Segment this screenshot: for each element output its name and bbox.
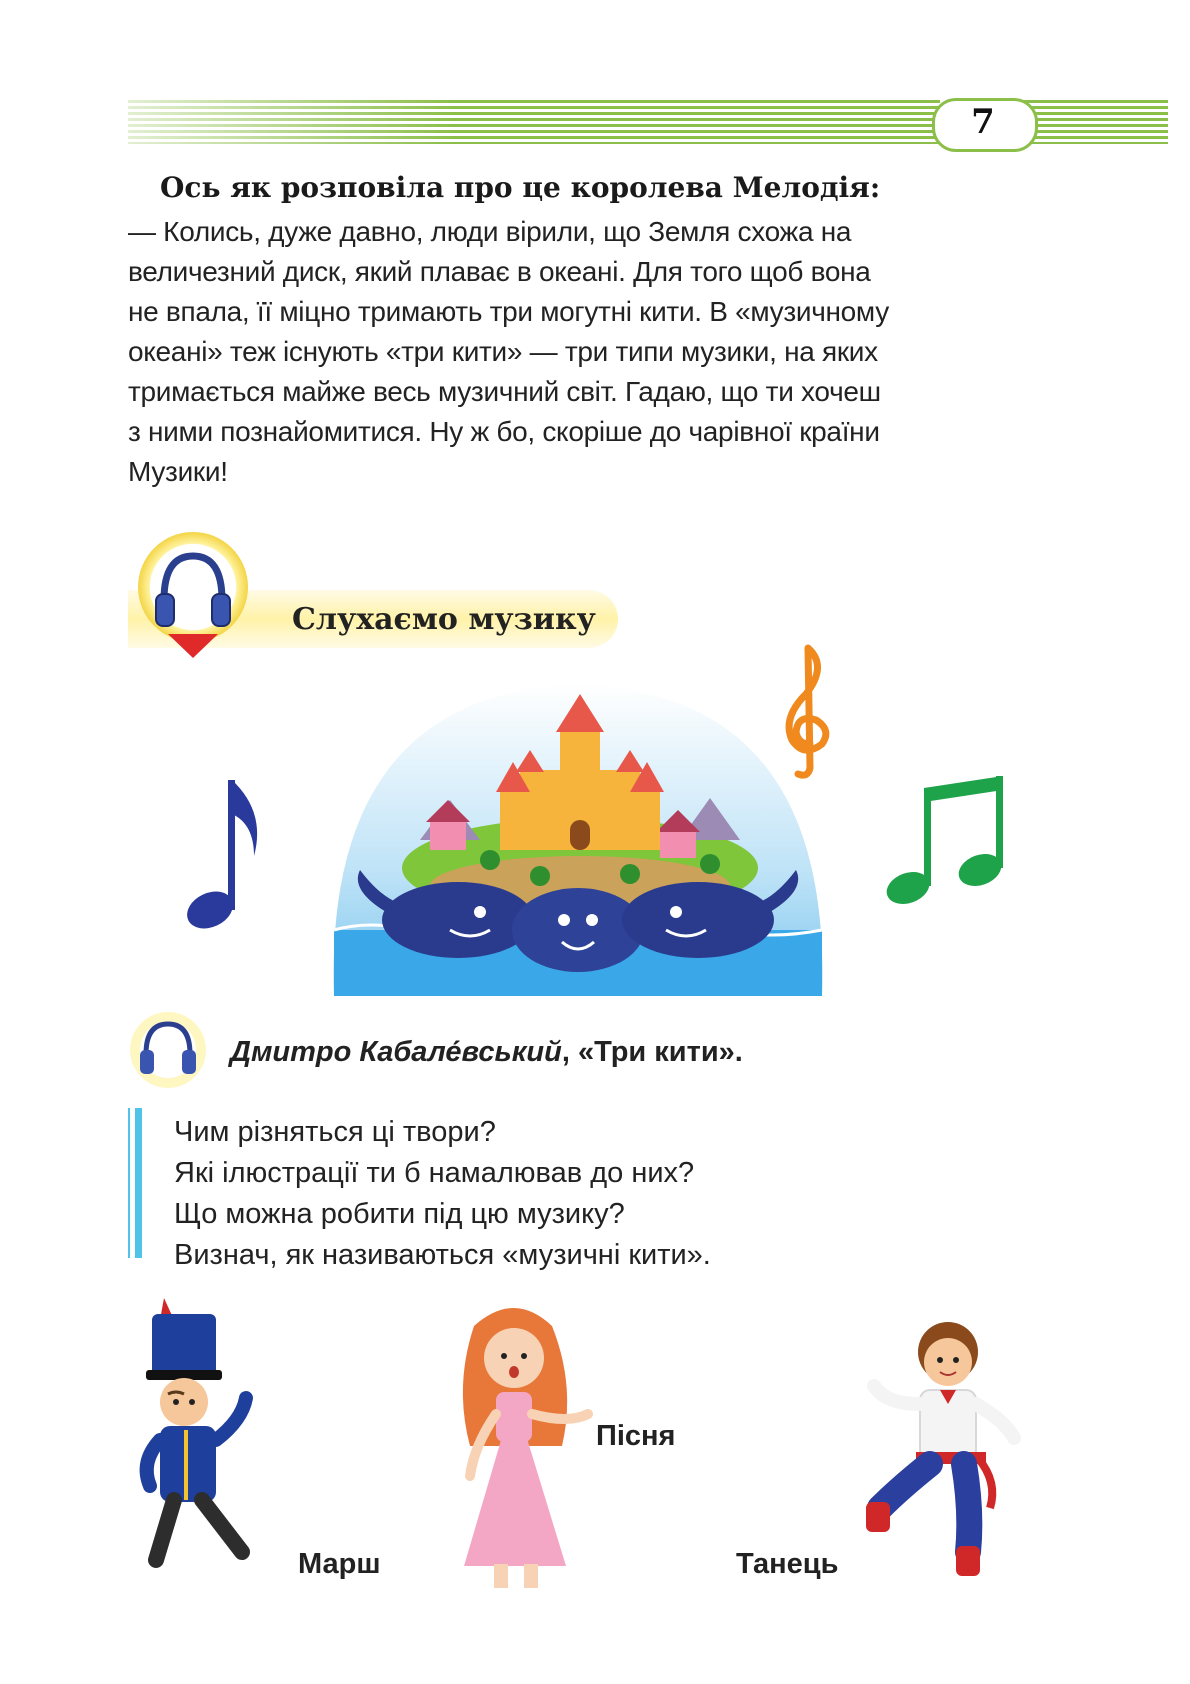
question-item: Чим різняться ці твори? [174,1116,496,1148]
girl-singing-illustration [430,1296,600,1596]
island-whales-illustration [330,680,826,1000]
intro-line: не впала, її міцно тримають три могутні кити. В «музичному [128,296,889,327]
page-number: 7 [971,102,995,142]
headphones-icon [128,1010,208,1090]
section-title: Слухаємо музику [292,602,596,637]
eighth-note-icon [180,760,270,940]
intro-paragraph [128,212,1028,492]
questions-bar-highlight [130,1108,135,1258]
intro-heading: Ось як розповіла про це королева Мелодія: [160,171,881,204]
intro-line: — Колись, дуже давно, люди вірили, що Земля схожа на [128,216,852,247]
question-item: Визнач, як називаються «музичні кити». [174,1239,711,1271]
song-label: Пісня [596,1420,676,1452]
questions-list [174,1112,994,1276]
intro-line: океані» теж існують «три кити» — три типи музики, на яких [128,336,878,367]
headphones-icon [150,548,236,660]
soldier-illustration [130,1290,280,1580]
dancing-boy-illustration [860,1312,1030,1582]
music-attribution [230,1030,1050,1074]
intro-line: Музики! [128,456,228,487]
question-item: Що можна робити під цю музику? [174,1198,625,1230]
intro-line: тримається майже весь музичний світ. Гадаю, що ти хочеш [128,376,881,407]
composer-name: Дмитро Кабале́вський [230,1036,562,1068]
intro-line: величезний диск, який плаває в океані. Для того щоб вона [128,256,871,287]
march-label: Марш [298,1548,381,1580]
beamed-notes-icon [880,770,1010,910]
header-stripes [128,100,940,144]
dance-label: Танець [736,1548,839,1580]
intro-line: з ними познайомитися. Ну ж бо, скоріше до чарівної країни [128,416,880,447]
header-stripes-right [1020,100,1168,144]
question-item: Які ілюстрації ти б намалював до них? [174,1157,695,1189]
work-title: , «Три кити». [561,1036,743,1068]
